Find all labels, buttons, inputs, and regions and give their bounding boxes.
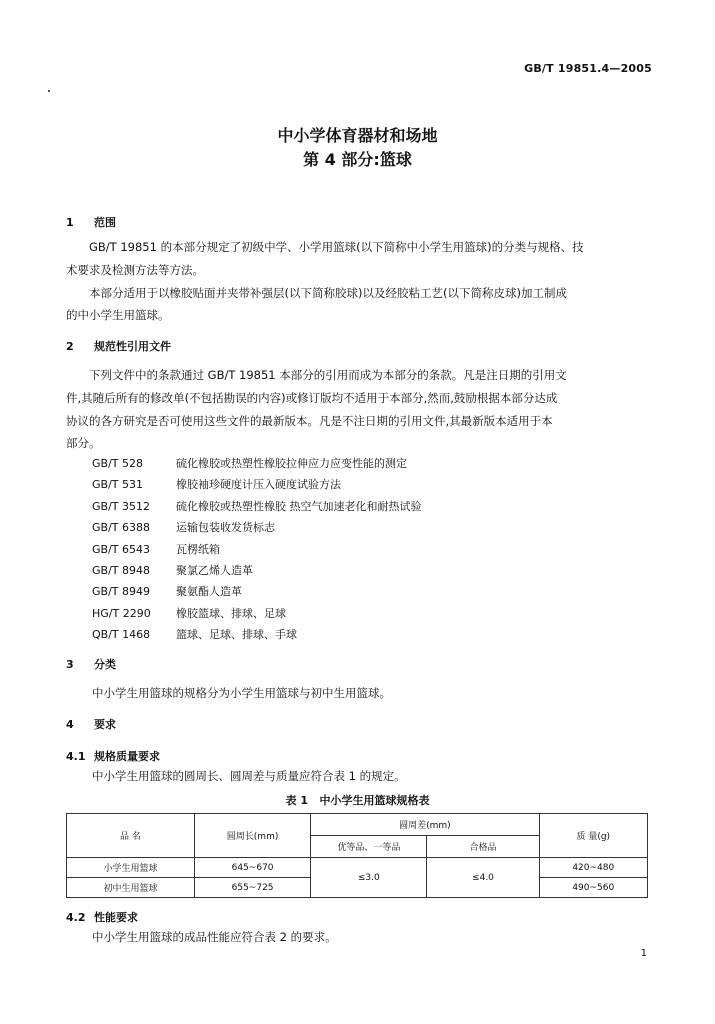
reference-item: [92, 560, 422, 581]
section-number: 4: [66, 718, 74, 731]
cell-diff-superior: ≤3.0: [311, 858, 427, 898]
section-1-heading: [66, 214, 116, 230]
standard-number: GB/T 19851.4—2005: [524, 62, 652, 75]
reference-title: 橡胶篮球、排球、足球: [176, 606, 286, 620]
header-circumference: 圆周长(mm): [194, 814, 310, 858]
reference-code: HG/T 2290: [92, 606, 151, 620]
reference-code: QB/T 1468: [92, 628, 151, 642]
reference-item: [92, 474, 422, 495]
cell-name: 小学生用篮球: [67, 858, 195, 878]
s1-para2-line1: 本部分适用于以橡胶贴面并夹带补强层(以下简称胶球)以及经胶粘工艺(以下简称皮球)加工制成: [89, 286, 567, 300]
scan-speck: [48, 90, 50, 92]
title-line-2: 第 4 部分:篮球: [303, 150, 412, 169]
header-grade-qualified: 合格品: [427, 836, 539, 858]
s3-para: 中小学生用篮球的规格分为小学生用篮球与初中生用篮球。: [92, 686, 391, 700]
s42-para: 中小学生用篮球的成品性能应符合表 2 的要求。: [92, 930, 337, 944]
section-title: 规范性引用文件: [94, 340, 171, 353]
reference-item: [92, 603, 422, 624]
table-header-row: [67, 814, 648, 836]
reference-title: 运输包装收发货标志: [176, 521, 275, 535]
section-title: 范围: [94, 216, 116, 229]
s2-para-line1: 下列文件中的条款通过 GB/T 19851 本部分的引用而成为本部分的条款。凡是注日期的引用文: [89, 368, 567, 382]
reference-title: 瓦楞纸箱: [176, 542, 220, 556]
reference-code: GB/T 3512: [92, 499, 150, 513]
page-number: 1: [640, 948, 647, 959]
section-2-heading: [66, 338, 171, 354]
section-number: 1: [66, 216, 74, 229]
table-1: [66, 813, 648, 898]
reference-code: GB/T 8949: [92, 585, 150, 599]
header-mass: 质 量(g): [539, 814, 647, 858]
header-grade-superior: 优等品、一等品: [311, 836, 427, 858]
reference-code: GB/T 528: [92, 457, 143, 470]
reference-item: [92, 453, 422, 474]
reference-title: 聚氯乙烯人造革: [176, 564, 253, 578]
document-title: [0, 124, 715, 172]
section-4-heading: [66, 716, 116, 732]
header-name: 品 名: [67, 814, 195, 858]
table-1-caption: [0, 792, 715, 808]
s2-para-line4: 部分。: [66, 436, 101, 450]
table-caption-title: 中小学生用篮球规格表: [319, 794, 430, 807]
section-number: 2: [66, 340, 74, 353]
section-4-2-heading: [66, 909, 138, 925]
s2-para-line3: 协议的各方研究是否可使用这些文件的最新版本。凡是不注日期的引用文件,其最新版本适用于本: [66, 414, 553, 428]
cell-diff-qualified: ≤4.0: [427, 858, 539, 898]
section-title: 规格质量要求: [94, 750, 160, 763]
s2-para-line2: 件,其随后所有的修改单(不包括勘误的内容)或修订版均不适用于本部分,然而,鼓励根据本部分达成: [66, 391, 558, 405]
section-number: 4.2: [66, 911, 86, 924]
reference-title: 橡胶袖珍硬度计压入硬度试验方法: [176, 478, 341, 492]
cell-circumference: 645~670: [194, 858, 310, 878]
s1-para2-line2: 的中小学生用篮球。: [66, 308, 170, 322]
cell-circumference: 655~725: [194, 878, 310, 898]
section-title: 性能要求: [94, 911, 138, 924]
reference-item: [92, 496, 422, 517]
reference-code: GB/T 6543: [92, 542, 150, 556]
section-number: 3: [66, 658, 74, 671]
title-line-1: 中小学体育器材和场地: [277, 126, 438, 145]
section-4-1-heading: [66, 748, 160, 764]
table-row: [67, 858, 648, 878]
reference-item: [92, 539, 422, 560]
section-title: 要求: [94, 718, 116, 731]
section-3-heading: [66, 656, 116, 672]
reference-title: 硫化橡胶或热塑性橡胶拉伸应力应变性能的测定: [176, 457, 407, 470]
reference-code: GB/T 8948: [92, 564, 150, 578]
cell-mass: 490~560: [539, 878, 647, 898]
reference-code: GB/T 531: [92, 478, 143, 492]
reference-list: [92, 453, 422, 646]
s1-para1-line2: 术要求及检测方法等方法。: [66, 263, 204, 277]
cell-mass: 420~480: [539, 858, 647, 878]
reference-title: 聚氨酯人造革: [176, 585, 242, 599]
section-number: 4.1: [66, 750, 86, 763]
reference-item: [92, 517, 422, 538]
cell-name: 初中生用篮球: [67, 878, 195, 898]
table-caption-number: 表 1: [285, 794, 308, 807]
reference-title: 篮球、足球、排球、手球: [176, 628, 297, 642]
s1-para1-line1: GB/T 19851 的本部分规定了初级中学、小学用篮球(以下简称中小学生用篮球)的分类与规格、技: [89, 240, 584, 254]
reference-item: [92, 624, 422, 645]
s41-para: 中小学生用篮球的圆周长、圆周差与质量应符合表 1 的规定。: [92, 769, 406, 783]
section-title: 分类: [94, 658, 116, 671]
reference-title: 硫化橡胶或热塑性橡胶 热空气加速老化和耐热试验: [176, 499, 422, 513]
reference-item: [92, 581, 422, 602]
reference-code: GB/T 6388: [92, 521, 150, 535]
header-circumference-difference: 圆周差(mm): [311, 814, 539, 836]
